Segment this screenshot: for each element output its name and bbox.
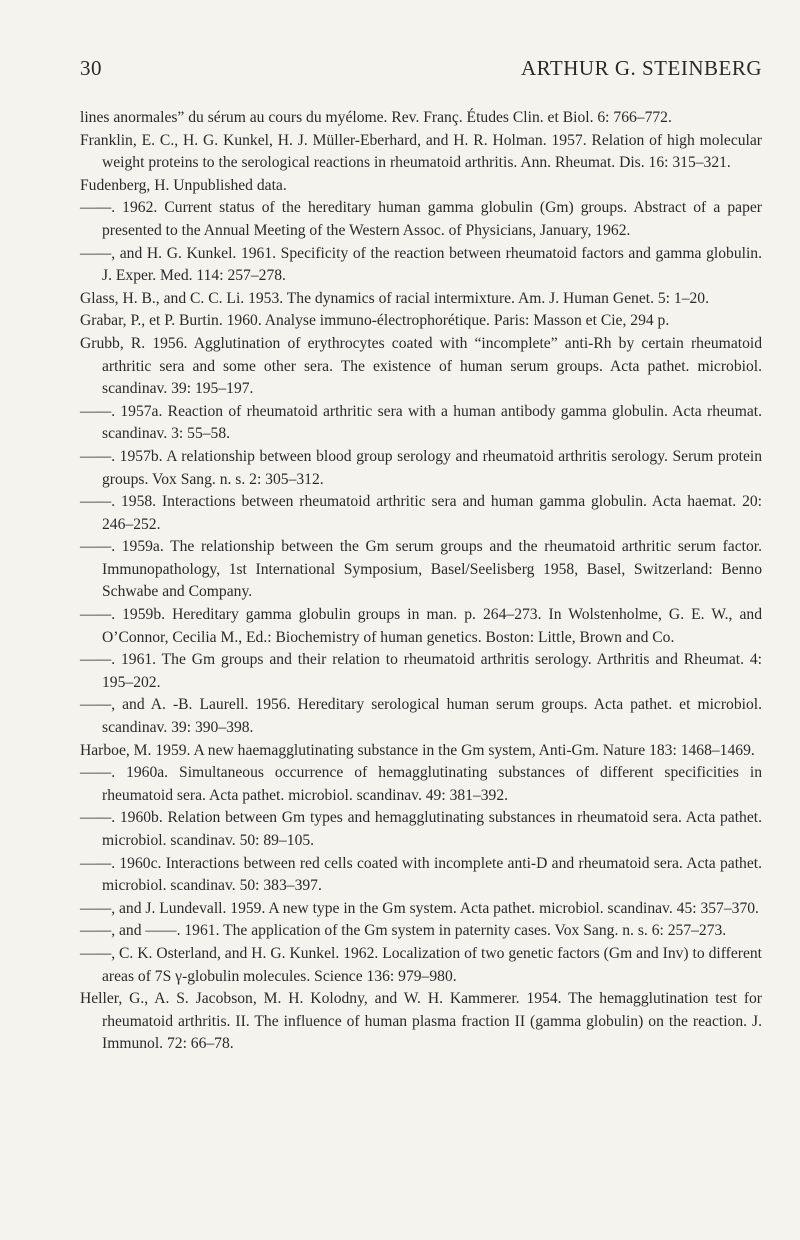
- reference-entry: Fudenberg, H. Unpublished data.: [80, 176, 287, 194]
- reference-entry: Harboe, M. 1959. A new haemagglutinating substance in the Gm system, Anti-Gm. Nature 183: 1468–1469.: [80, 741, 755, 759]
- reference-entry: ——. 1961. The Gm groups and their relation to rheumatoid arthritis serology. Arthritis and Rheumat. 4: 195–202.: [80, 651, 762, 691]
- reference-entry: ——, and H. G. Kunkel. 1961. Specificity of the reaction between rheumatoid factors and gamma globulin. J. Exper. Med. 114: 257–278.: [80, 244, 762, 285]
- reference-entry: ——. 1957b. A relationship between blood group serology and rheumatoid arthritis serology. Serum protein groups. Vox Sang. n. s. 2: 305–312.: [80, 447, 762, 488]
- reference-entry: ——, and J. Lundevall. 1959. A new type in the Gm system. Acta pathet. microbiol. scandinav. 45: 357–370.: [80, 899, 759, 917]
- reference-entry: ——. 1958. Interactions between rheumatoid arthritic sera and human gamma globulin. Acta haemat. 20: 246–252.: [80, 493, 762, 533]
- reference-entry: ——, C. K. Osterland, and H. G. Kunkel. 1962. Localization of two genetic factors (Gm and Inv) to different areas of 7S γ-globulin molecules. Science 136: 979–980.: [80, 944, 762, 985]
- reference-entry: ——. 1957a. Reaction of rheumatoid arthritic sera with a human antibody gamma globulin. Acta rheumat. scandinav. 3: 55–58.: [80, 402, 762, 443]
- reference-entry: Grubb, R. 1956. Agglutination of erythrocytes coated with “incomplete” anti-Rh by certain rheumatoid arthritic sera and some other sera. The existence of human serum groups. Acta pathet. microbiol. scandinav. 39: 195–197.: [80, 334, 762, 398]
- reference-entry: lines anormales” du sérum au cours du myélome. Rev. Franç. Études Clin. et Biol. 6: 766–772.: [80, 109, 672, 126]
- running-title: ARTHUR G. STEINBERG: [521, 56, 762, 80]
- reference-list: [80, 107, 762, 1056]
- reference-entry: ——. 1960a. Simultaneous occurrence of hemagglutinating substances of different specificities in rheumatoid sera. Acta pathet. microbiol. scandinav. 49: 381–392.: [80, 764, 762, 804]
- reference-entry: ——. 1959a. The relationship between the Gm serum groups and the rheumatoid arthritic serum factor. Immunopathology, 1st International Symposium, Basel/Seelisberg 1958, Basel, Switzerland: Benno Schwabe and Company.: [80, 538, 762, 601]
- reference-entry: ——. 1960b. Relation between Gm types and hemagglutinating substances in rheumatoid sera. Acta pathet. microbiol. scandinav. 50: 89–105.: [80, 809, 762, 849]
- reference-entry: Glass, H. B., and C. C. Li. 1953. The dynamics of racial intermixture. Am. J. Human Genet. 5: 1–20.: [80, 289, 709, 307]
- reference-entry: ——. 1959b. Hereditary gamma globulin groups in man. p. 264–273. In Wolstenholme, G. E. W., and O’Connor, Cecilia M., Ed.: Biochemistry of human genetics. Boston: Little, Brown and Co.: [80, 606, 762, 646]
- reference-entry: ——, and ——. 1961. The application of the Gm system in paternity cases. Vox Sang. n. s. 6: 257–273.: [80, 922, 727, 940]
- reference-entry: Heller, G., A. S. Jacobson, M. H. Kolodny, and W. H. Kammerer. 1954. The hemagglutination test for rheumatoid arthritis. II. The influence of human plasma fraction II (gamma globulin) on the reaction. J. Immunol. 72: 66–78.: [80, 990, 762, 1053]
- reference-entry: ——. 1960c. Interactions between red cells coated with incomplete anti-D and rheumatoid sera. Acta pathet. microbiol. scandinav. 50: 383–397.: [80, 854, 762, 895]
- reference-entry: Grabar, P., et P. Burtin. 1960. Analyse immuno-électrophorétique. Paris: Masson et Cie, 294 p.: [80, 312, 670, 330]
- page-header: [80, 56, 762, 84]
- reference-entry: ——. 1962. Current status of the hereditary human gamma globulin (Gm) groups. Abstract of a paper presented to the Annual Meeting of the Western Assoc. of Physicians, January, 1962.: [80, 199, 762, 239]
- reference-entry: Franklin, E. C., H. G. Kunkel, H. J. Müller-Eberhard, and H. R. Holman. 1957. Relation of high molecular weight proteins to the serological reactions in rheumatoid arthritis. Ann. Rheumat. Dis. 16: 315–321.: [80, 131, 762, 172]
- page-number: 30: [80, 56, 102, 80]
- reference-entry: ——, and A. -B. Laurell. 1956. Hereditary serological human serum groups. Acta pathet. et microbiol. scandinav. 39: 390–398.: [80, 696, 762, 737]
